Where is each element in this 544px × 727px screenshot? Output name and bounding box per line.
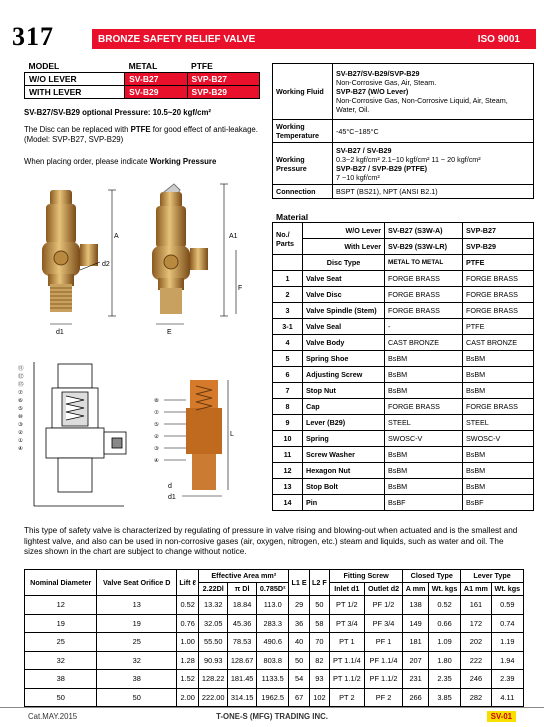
svg-text:⑥: ⑥ — [18, 398, 23, 404]
size-cell: 172 — [461, 614, 491, 633]
material-no-cell: 1 — [273, 271, 303, 287]
page-title: BRONZE SAFETY RELIEF VALVE — [98, 33, 256, 45]
size-cell: 1.19 — [491, 633, 523, 652]
size-cell: 1133.5 — [257, 670, 289, 689]
area-col-2: π Dl — [228, 583, 257, 596]
pressure-label: Working Pressure — [273, 143, 333, 185]
svg-text:⑬: ⑬ — [18, 382, 24, 388]
size-cell: 38 — [97, 670, 177, 689]
dim-label-e: E — [167, 329, 172, 336]
pressure-value: SV-B27 / SV-B29 0.3~2 kgf/cm² 2.1~10 kgf/cm² 11 ~ 20 kgf/cm² SVP-B27 / SVP-B29 (PTFE) 7 ~10 kgf/cm² — [333, 143, 534, 185]
material-part-cell: Valve Spindle (Stem) — [303, 303, 385, 319]
size-row — [25, 688, 524, 707]
size-cell: 29 — [289, 596, 310, 615]
a1-mm-header: A1 mm — [461, 583, 491, 596]
page-footer — [0, 707, 544, 725]
material-metal-cell: SWOSC-V — [385, 431, 463, 447]
dim-label-a: A — [114, 233, 119, 240]
size-cell: PF 1.1/2 — [364, 670, 403, 689]
size-cell: 55.50 — [199, 633, 228, 652]
material-row — [273, 479, 534, 495]
catalog-date: Cat.MAY.2015 — [28, 712, 78, 721]
valve-closed-type-photo — [42, 190, 98, 312]
dim-label-l: L — [230, 431, 234, 438]
material-row — [273, 383, 534, 399]
size-cell: 82 — [309, 651, 329, 670]
size-cell: 32 — [97, 651, 177, 670]
size-cell: PF 3/4 — [364, 614, 403, 633]
size-cell: 161 — [461, 596, 491, 615]
size-cell: 93 — [309, 670, 329, 689]
size-cell: 25 — [97, 633, 177, 652]
table-row — [273, 64, 534, 120]
size-cell: 13 — [97, 596, 177, 615]
ptfe-type-header: PTFE — [463, 255, 534, 271]
material-metal-cell: FORGE BRASS — [385, 303, 463, 319]
size-cell: 50 — [289, 651, 310, 670]
inlet-header: Inlet d1 — [329, 583, 364, 596]
material-ptfe-cell: BsBF — [463, 495, 534, 511]
svg-text:④: ④ — [18, 446, 23, 452]
size-cell: 32.05 — [199, 614, 228, 633]
size-cell: 282 — [461, 688, 491, 707]
size-table — [24, 569, 524, 707]
material-row — [273, 447, 534, 463]
svg-text:③: ③ — [18, 422, 23, 428]
material-row — [273, 319, 534, 335]
size-row — [25, 651, 524, 670]
title-bar — [92, 29, 536, 49]
size-cell: 13.32 — [199, 596, 228, 615]
material-part-cell: Hexagon Nut — [303, 463, 385, 479]
dim-label-d: d — [168, 483, 172, 490]
svg-text:⑧: ⑧ — [154, 398, 159, 404]
material-part-cell: Pin — [303, 495, 385, 511]
metal-type-header: METAL TO METAL — [385, 255, 463, 271]
material-no-cell: 8 — [273, 399, 303, 415]
table-row — [25, 86, 260, 99]
size-cell: 2.35 — [428, 670, 460, 689]
material-row — [273, 303, 534, 319]
material-no-cell: 10 — [273, 431, 303, 447]
svg-text:⑦: ⑦ — [18, 390, 23, 396]
material-row — [273, 287, 534, 303]
material-part-cell: Spring — [303, 431, 385, 447]
size-cell: 0.66 — [428, 614, 460, 633]
size-cell: 181.45 — [228, 670, 257, 689]
company-logo — [8, 22, 82, 54]
temp-label: Working Temperature — [273, 120, 333, 143]
material-ptfe-cell: PTFE — [463, 319, 534, 335]
material-part-cell: Valve Body — [303, 335, 385, 351]
svg-text:①: ① — [18, 438, 23, 444]
dim-label-f: F — [238, 285, 243, 292]
table-row — [273, 223, 534, 239]
size-cell: 36 — [289, 614, 310, 633]
svg-text:⑪: ⑪ — [18, 366, 24, 372]
size-cell: 0.74 — [491, 614, 523, 633]
material-part-cell: Lever (B29) — [303, 415, 385, 431]
logo-text: 317 — [12, 22, 54, 51]
size-cell: 1.52 — [177, 670, 199, 689]
table-row — [273, 120, 534, 143]
order-note: When placing order, please indicate Working Pressure — [24, 157, 217, 166]
table-row — [273, 143, 534, 185]
material-metal-cell: FORGE BRASS — [385, 287, 463, 303]
size-cell: PT 2 — [329, 688, 364, 707]
size-cell: PF 1.1/4 — [364, 651, 403, 670]
material-metal-cell: BsBM — [385, 383, 463, 399]
material-no-cell: 4 — [273, 335, 303, 351]
size-cell: 490.6 — [257, 633, 289, 652]
table-row — [25, 73, 260, 86]
size-row — [25, 596, 524, 615]
size-cell: 283.3 — [257, 614, 289, 633]
size-cell: 19 — [25, 614, 97, 633]
material-no-cell: 12 — [273, 463, 303, 479]
lever-header: Lever Type — [461, 570, 524, 583]
material-no-cell: 6 — [273, 367, 303, 383]
material-metal-cell: STEEL — [385, 415, 463, 431]
material-part-cell: Valve Disc — [303, 287, 385, 303]
size-cell: 181 — [403, 633, 429, 652]
material-no-cell: 3-1 — [273, 319, 303, 335]
size-cell: PF 1/2 — [364, 596, 403, 615]
size-cell: 128.22 — [199, 670, 228, 689]
size-cell: 1.28 — [177, 651, 199, 670]
model-header: MODEL — [28, 61, 60, 71]
size-cell: 54 — [289, 670, 310, 689]
material-metal-cell: CAST BRONZE — [385, 335, 463, 351]
table-row — [273, 185, 534, 199]
material-ptfe-cell: BsBM — [463, 463, 534, 479]
no-parts-header: No./ Parts — [273, 223, 303, 255]
valve-sectional-drawing — [14, 356, 264, 516]
page-code-badge: SV-01 — [487, 711, 516, 722]
svg-text:⑤: ⑤ — [154, 422, 159, 428]
material-part-cell: Screw Washer — [303, 447, 385, 463]
material-ptfe-cell: BsBM — [463, 479, 534, 495]
material-title: Material — [276, 212, 309, 222]
size-cell: 803.8 — [257, 651, 289, 670]
l2-header: L2 F — [309, 570, 329, 596]
material-no-cell: 5 — [273, 351, 303, 367]
spec-table — [272, 63, 534, 199]
material-metal-cell: FORGE BRASS — [385, 399, 463, 415]
size-cell: 50 — [25, 688, 97, 707]
size-cell: 246 — [461, 670, 491, 689]
material-metal-cell: - — [385, 319, 463, 335]
size-cell: 222 — [461, 651, 491, 670]
sv-b27-header: SV-B27 (S3W-A) — [385, 223, 463, 239]
material-row — [273, 351, 534, 367]
size-cell: 207 — [403, 651, 429, 670]
size-cell: PF 2 — [364, 688, 403, 707]
size-cell: 0.52 — [177, 596, 199, 615]
size-cell: 3.85 — [428, 688, 460, 707]
iso-badge: ISO 9001 — [477, 33, 520, 45]
with-lever-header: With Lever — [303, 239, 385, 255]
dim-label-d2: d2 — [102, 261, 110, 268]
area-col-1: 2.22Dl — [199, 583, 228, 596]
material-no-cell: 11 — [273, 447, 303, 463]
size-row — [25, 614, 524, 633]
size-cell: 0.59 — [491, 596, 523, 615]
size-cell: 78.53 — [228, 633, 257, 652]
metal-header: METAL — [128, 61, 158, 71]
model-table — [24, 60, 260, 99]
closed-header: Closed Type — [403, 570, 461, 583]
fluid-value: SV-B27/SV-B29/SVP-B29 Non-Corrosive Gas, Air, Steam. SVP-B27 (W/O Lever) Non-Corrosive Gas, Non-Corrosive Liquid, Air, Steam, Water, Oil. — [333, 64, 534, 120]
size-cell: 1962.5 — [257, 688, 289, 707]
size-cell: 102 — [309, 688, 329, 707]
ptfe-header: PTFE — [191, 61, 213, 71]
nominal-header: Nominal Diameter — [25, 570, 97, 596]
valve-dimension-drawing — [24, 178, 264, 348]
material-part-cell: Stop Bolt — [303, 479, 385, 495]
size-cell: 12 — [25, 596, 97, 615]
table-row — [273, 255, 534, 271]
material-row — [273, 463, 534, 479]
closed-wt-header: Wt. kgs — [428, 583, 460, 596]
size-cell: 138 — [403, 596, 429, 615]
disc-type-header: Disc Type — [303, 255, 385, 271]
lever-wt-header: Wt. kgs — [491, 583, 523, 596]
material-ptfe-cell: SWOSC-V — [463, 431, 534, 447]
size-cell: 2.39 — [491, 670, 523, 689]
size-cell: 45.36 — [228, 614, 257, 633]
material-metal-cell: BsBM — [385, 351, 463, 367]
material-row — [273, 271, 534, 287]
size-cell: 128.67 — [228, 651, 257, 670]
material-ptfe-cell: BsBM — [463, 367, 534, 383]
material-no-cell: 9 — [273, 415, 303, 431]
size-cell: 0.76 — [177, 614, 199, 633]
svg-text:⑫: ⑫ — [18, 374, 24, 380]
orifice-header: Valve Seat Orifice D — [97, 570, 177, 596]
material-no-cell: 2 — [273, 287, 303, 303]
model-cell: WITH LEVER — [25, 86, 125, 99]
size-cell: 2.00 — [177, 688, 199, 707]
size-cell: 18.84 — [228, 596, 257, 615]
outlet-header: Outlet d2 — [364, 583, 403, 596]
size-cell: 149 — [403, 614, 429, 633]
dim-label-d1: d1 — [56, 329, 64, 336]
size-cell: PT 1.1/2 — [329, 670, 364, 689]
table-row — [273, 239, 534, 255]
svp-b29-header: SVP-B29 — [463, 239, 534, 255]
svp-b27-header: SVP-B27 — [463, 223, 534, 239]
sv-b29-header: SV-B29 (S3W-LR) — [385, 239, 463, 255]
material-metal-cell: BsBM — [385, 479, 463, 495]
size-cell: 40 — [289, 633, 310, 652]
size-cell: 222.00 — [199, 688, 228, 707]
size-cell: 90.93 — [199, 651, 228, 670]
svg-text:⑩: ⑩ — [18, 414, 23, 420]
size-cell: 1.09 — [428, 633, 460, 652]
connection-value: BSPT (BS21), NPT (ANSI B2.1) — [333, 185, 534, 199]
material-ptfe-cell: FORGE BRASS — [463, 399, 534, 415]
size-cell: PF 1 — [364, 633, 403, 652]
size-cell: 1.80 — [428, 651, 460, 670]
size-cell: 314.15 — [228, 688, 257, 707]
size-cell: PT 1/2 — [329, 596, 364, 615]
material-no-cell: 7 — [273, 383, 303, 399]
size-cell: 231 — [403, 670, 429, 689]
size-cell: 0.52 — [428, 596, 460, 615]
size-cell: 38 — [25, 670, 97, 689]
size-cell: 32 — [25, 651, 97, 670]
material-no-cell: 14 — [273, 495, 303, 511]
ptfe-cell: SVP-B29 — [187, 86, 259, 99]
area-header: Effective Area mm² — [199, 570, 289, 583]
material-ptfe-cell: STEEL — [463, 415, 534, 431]
material-ptfe-cell: BsBM — [463, 447, 534, 463]
material-no-cell: 3 — [273, 303, 303, 319]
size-row — [25, 670, 524, 689]
wo-lever-header: W/O Lever — [303, 223, 385, 239]
size-cell: 1.00 — [177, 633, 199, 652]
material-row — [273, 399, 534, 415]
temp-value: -45°C~185°C — [333, 120, 534, 143]
material-row — [273, 431, 534, 447]
size-cell: 67 — [289, 688, 310, 707]
fluid-label: Working Fluid — [273, 64, 333, 120]
svg-text:③: ③ — [154, 446, 159, 452]
metal-cell: SV-B27 — [125, 73, 187, 86]
size-cell: 50 — [97, 688, 177, 707]
valve-lever-type-photo — [152, 184, 208, 314]
area-col-3: 0.785D² — [257, 583, 289, 596]
material-metal-cell: BsBM — [385, 367, 463, 383]
size-cell: 58 — [309, 614, 329, 633]
material-ptfe-cell: BsBM — [463, 351, 534, 367]
size-cell: PT 3/4 — [329, 614, 364, 633]
material-row — [273, 415, 534, 431]
material-part-cell: Cap — [303, 399, 385, 415]
optional-pressure-note: SV-B27/SV-B29 optional Pressure: 10.5~20 kgf/cm² — [24, 108, 211, 117]
material-row — [273, 495, 534, 511]
svg-text:⑦: ⑦ — [154, 410, 159, 416]
svg-text:②: ② — [18, 430, 23, 436]
material-row — [273, 367, 534, 383]
connection-label: Connection — [273, 185, 333, 199]
svg-text:④: ④ — [154, 458, 159, 464]
material-metal-cell: BsBF — [385, 495, 463, 511]
dim-label-a1: A1 — [229, 233, 238, 240]
size-row — [25, 633, 524, 652]
material-metal-cell: BsBM — [385, 463, 463, 479]
material-ptfe-cell: FORGE BRASS — [463, 271, 534, 287]
model-cell: W/O LEVER — [25, 73, 125, 86]
material-ptfe-cell: FORGE BRASS — [463, 287, 534, 303]
ptfe-note: The Disc can be replaced with PTFE for good effect of anti-leakage. (Model: SVP-B27, SVP-B29) — [24, 125, 258, 144]
size-cell: 4.11 — [491, 688, 523, 707]
company-name: T-ONE-S (MFG) TRADING INC. — [216, 712, 328, 721]
lift-header: Lift ℓ — [177, 570, 199, 596]
material-part-cell: Valve Seat — [303, 271, 385, 287]
size-cell: 25 — [25, 633, 97, 652]
product-description: This type of safety valve is characterized by regulating of pressure in valve rising and blowing-out when actuated and is the smallest and lightest valve, and also can be used in non-corrosive gases (air, oxygen, nitrogen, etc.) steam and liquids, such as water and oil. The sizes shown in the chart are subject to change without notice. — [24, 526, 518, 556]
material-ptfe-cell: BsBM — [463, 383, 534, 399]
material-part-cell: Spring Shoe — [303, 351, 385, 367]
size-cell: 113.0 — [257, 596, 289, 615]
material-table — [272, 222, 534, 511]
metal-cell: SV-B29 — [125, 86, 187, 99]
dim-label-d1-section: d1 — [168, 494, 176, 501]
size-cell: PT 1 — [329, 633, 364, 652]
svg-text:⑤: ⑤ — [18, 406, 23, 412]
a-mm-header: A mm — [403, 583, 429, 596]
material-ptfe-cell: FORGE BRASS — [463, 303, 534, 319]
material-metal-cell: BsBM — [385, 447, 463, 463]
size-cell: 19 — [97, 614, 177, 633]
size-cell: 202 — [461, 633, 491, 652]
material-no-cell: 13 — [273, 479, 303, 495]
size-cell: 266 — [403, 688, 429, 707]
size-cell: PT 1.1/4 — [329, 651, 364, 670]
material-part-cell: Adjusting Screw — [303, 367, 385, 383]
size-cell: 50 — [309, 596, 329, 615]
fitting-header: Fitting Screw — [329, 570, 402, 583]
size-cell: 1.94 — [491, 651, 523, 670]
material-metal-cell: FORGE BRASS — [385, 271, 463, 287]
material-part-cell: Valve Seal — [303, 319, 385, 335]
ptfe-cell: SVP-B27 — [187, 73, 259, 86]
material-part-cell: Stop Nut — [303, 383, 385, 399]
material-ptfe-cell: CAST BRONZE — [463, 335, 534, 351]
l1-header: L1 E — [289, 570, 310, 596]
material-row — [273, 335, 534, 351]
svg-text:②: ② — [154, 434, 159, 440]
size-cell: 70 — [309, 633, 329, 652]
